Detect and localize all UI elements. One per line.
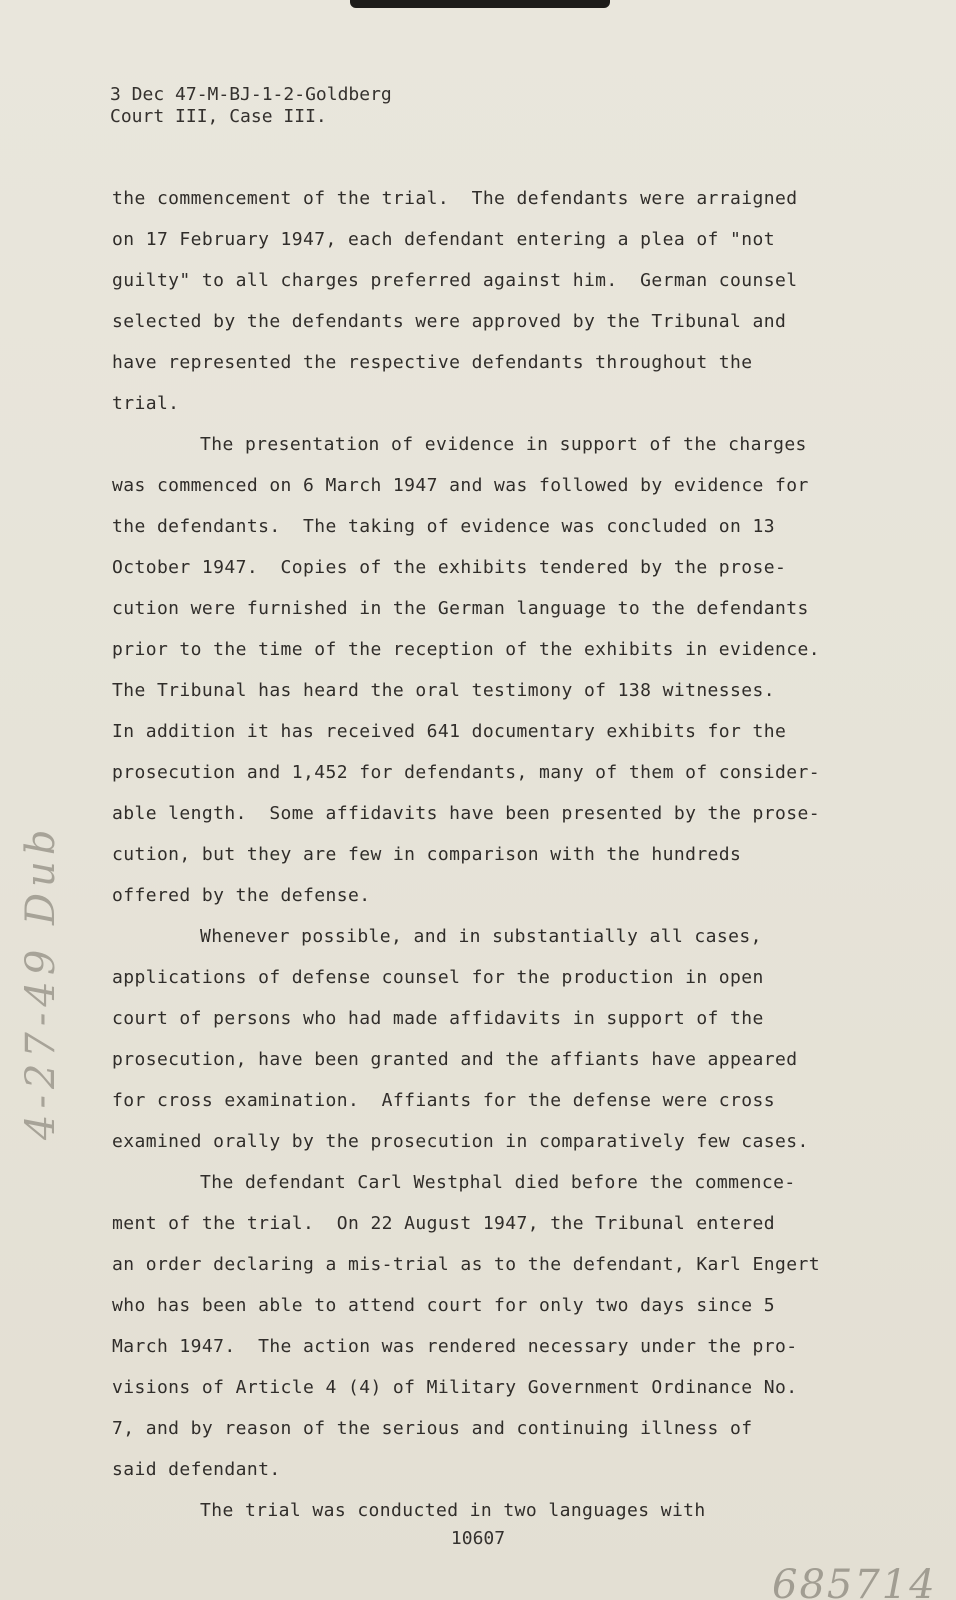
text-line: the commencement of the trial. The defendants were arraigned <box>112 188 798 209</box>
text-line: applications of defense counsel for the production in open <box>112 967 764 988</box>
header-court: Court III, Case III. <box>110 106 327 127</box>
document-header <box>110 84 392 128</box>
text-line: In addition it has received 641 documentary exhibits for the <box>112 721 787 742</box>
text-line: court of persons who had made affidavits in support of the <box>112 1008 764 1029</box>
text-line: prosecution and 1,452 for defendants, many of them of consider- <box>112 762 820 783</box>
text-line: prosecution, have been granted and the affiants have appeared <box>112 1049 798 1070</box>
text-line: said defendant. <box>112 1459 281 1480</box>
text-line: the defendants. The taking of evidence was concluded on 13 <box>112 516 775 537</box>
text-line: The defendant Carl Westphal died before the commence- <box>200 1172 796 1193</box>
text-line: have represented the respective defendants throughout the <box>112 352 753 373</box>
text-line: ment of the trial. On 22 August 1947, the Tribunal entered <box>112 1213 775 1234</box>
text-line: March 1947. The action was rendered necessary under the pro- <box>112 1336 798 1357</box>
paragraph <box>112 916 902 1162</box>
text-line: was commenced on 6 March 1947 and was followed by evidence for <box>112 475 809 496</box>
text-line: cution were furnished in the German language to the defendants <box>112 598 809 619</box>
text-line: prior to the time of the reception of the exhibits in evidence. <box>112 639 820 660</box>
text-line: Whenever possible, and in substantially all cases, <box>200 926 762 947</box>
paragraph <box>112 178 902 424</box>
text-line: guilty" to all charges preferred against him. German counsel <box>112 270 798 291</box>
text-line: an order declaring a mis-trial as to the defendant, Karl Engert <box>112 1254 820 1275</box>
text-line: trial. <box>112 393 180 414</box>
text-line: examined orally by the prosecution in comparatively few cases. <box>112 1131 809 1152</box>
text-line: offered by the defense. <box>112 885 371 906</box>
paragraph <box>112 424 902 916</box>
paper-clip <box>350 0 610 8</box>
text-line: 7, and by reason of the serious and continuing illness of <box>112 1418 753 1439</box>
paragraph <box>112 1162 902 1490</box>
document-body <box>112 178 902 1531</box>
header-reference: 3 Dec 47-M-BJ-1-2-Goldberg <box>110 84 392 105</box>
text-line: for cross examination. Affiants for the defense were cross <box>112 1090 775 1111</box>
text-line: on 17 February 1947, each defendant entering a plea of "not <box>112 229 775 250</box>
text-line: selected by the defendants were approved by the Tribunal and <box>112 311 787 332</box>
text-line: visions of Article 4 (4) of Military Government Ordinance No. <box>112 1377 798 1398</box>
text-line: The presentation of evidence in support of the charges <box>200 434 807 455</box>
page-number: 10607 <box>450 1528 506 1549</box>
text-line: cution, but they are few in comparison with the hundreds <box>112 844 742 865</box>
paragraph <box>112 1490 902 1531</box>
text-line: who has been able to attend court for only two days since 5 <box>112 1295 775 1316</box>
text-line: able length. Some affidavits have been presented by the prose- <box>112 803 820 824</box>
text-line: The Tribunal has heard the oral testimony of 138 witnesses. <box>112 680 775 701</box>
text-line: October 1947. Copies of the exhibits tendered by the prose- <box>112 557 787 578</box>
text-line: The trial was conducted in two languages with <box>200 1500 706 1521</box>
handwritten-stamp-number: 685714 <box>772 1562 937 1600</box>
handwritten-margin-note: 4-27-49 Dub <box>18 823 64 1140</box>
